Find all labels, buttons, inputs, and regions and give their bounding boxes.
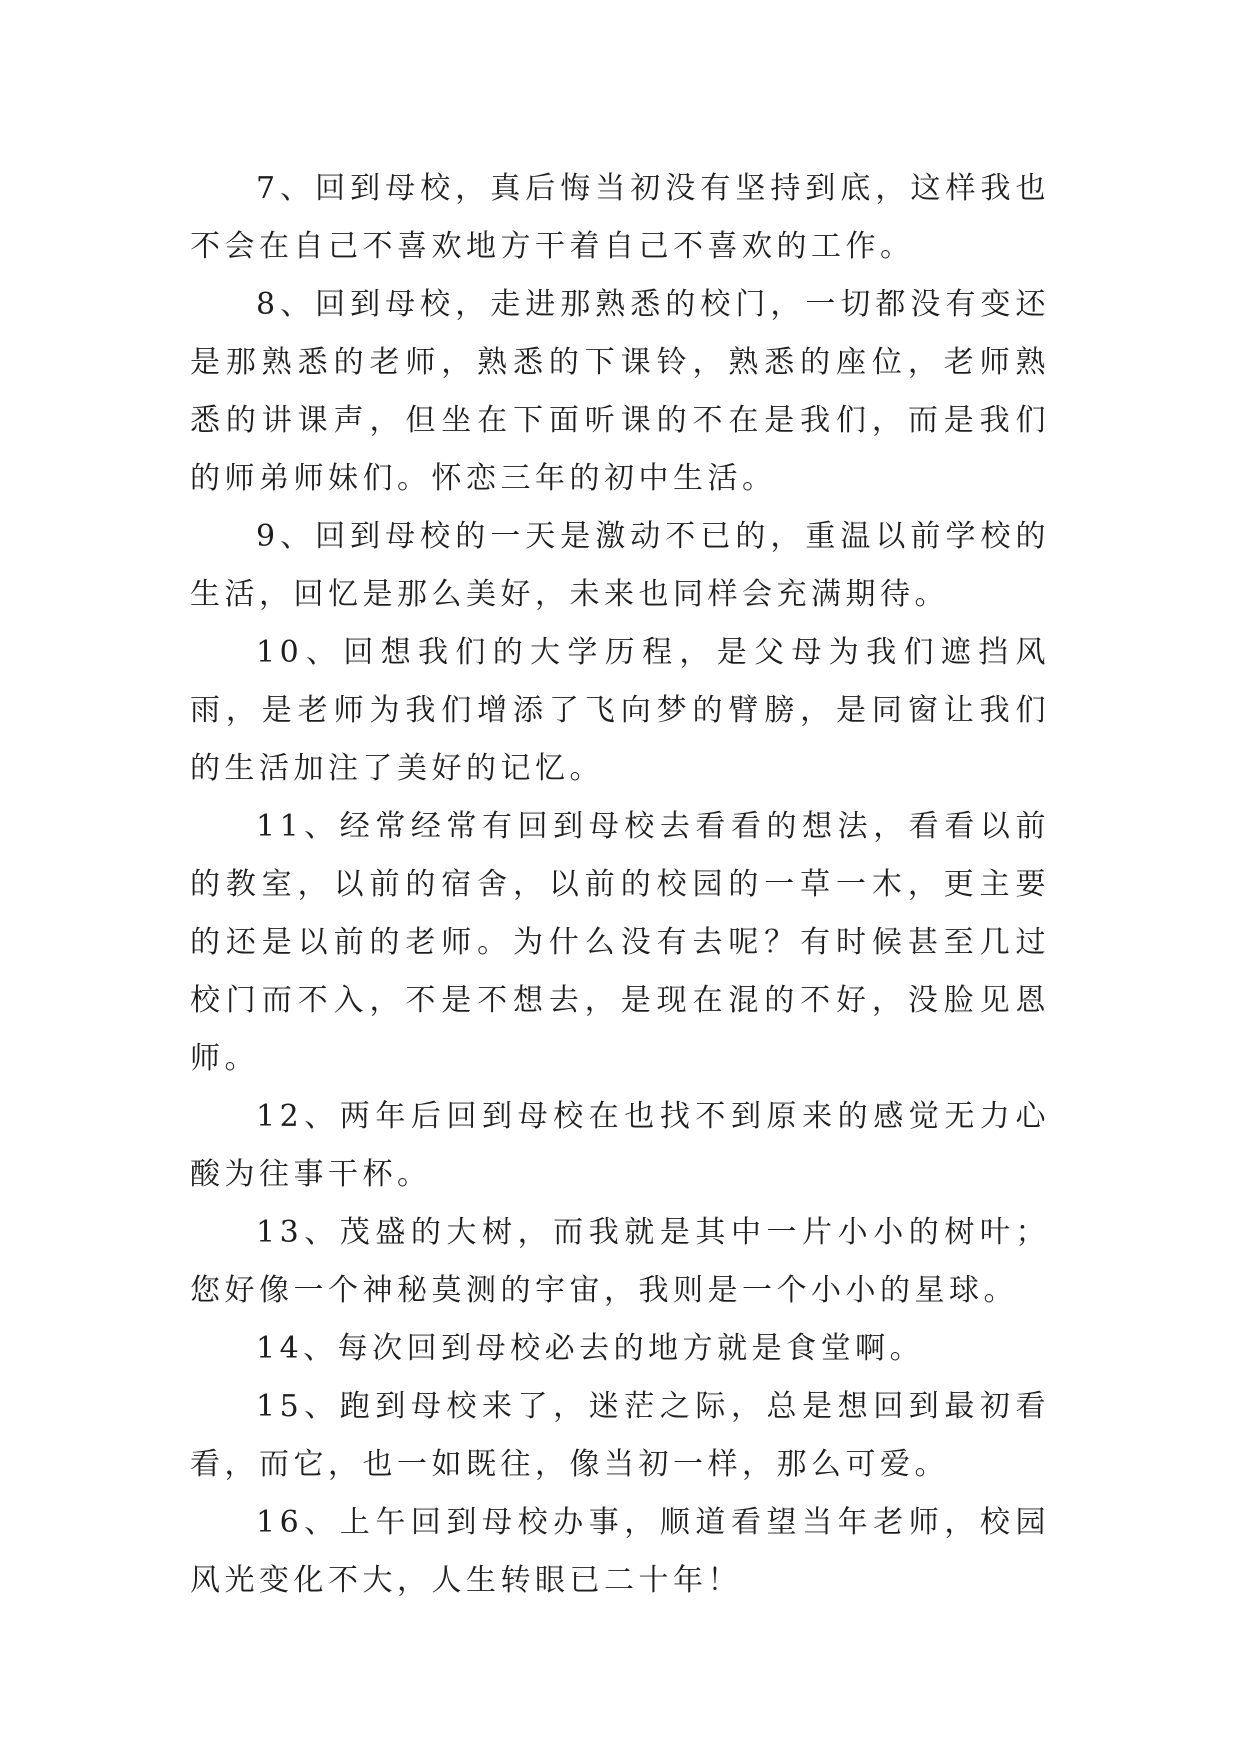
paragraph-10: 10、回想我们的大学历程，是父母为我们遮挡风雨，是老师为我们增添了飞向梦的臂膀，是同窗让我们的生活加注了美好的记忆。: [190, 635, 1050, 786]
paragraph-8: 8、回到母校，走进那熟悉的校门，一切都没有变还是那熟悉的老师，熟悉的下课铃，熟悉的座位，老师熟悉的讲课声，但坐在下面听课的不在是我们，而是我们的师弟师妹们。怀恋三年的初中生活。: [190, 287, 1050, 496]
paragraph-13: 13、茂盛的大树，而我就是其中一片小小的树叶；您好像一个神秘莫测的宇宙，我则是一个小小的星球。: [190, 1215, 1050, 1308]
paragraph-7: 7、回到母校，真后悔当初没有坚持到底，这样我也不会在自己不喜欢地方干着自己不喜欢的工作。: [190, 171, 1050, 264]
paragraph-14: 14、每次回到母校必去的地方就是食堂啊。: [256, 1331, 925, 1366]
paragraph-12: 12、两年后回到母校在也找不到原来的感觉无力心酸为往事干杯。: [190, 1099, 1050, 1192]
document-body: [190, 160, 1050, 1610]
paragraph-11: 11、经常经常有回到母校去看看的想法，看看以前的教室，以前的宿舍，以前的校园的一草一木，更主要的还是以前的老师。为什么没有去呢？有时候甚至几过校门而不入，不是不想去，是现在混的不好，没脸见恩师。: [190, 809, 1050, 1076]
paragraph-15: 15、跑到母校来了，迷茫之际，总是想回到最初看看，而它，也一如既往，像当初一样，那么可爱。: [190, 1389, 1050, 1482]
paragraph-16: 16、上午回到母校办事，顺道看望当年老师，校园风光变化不大，人生转眼已二十年！: [190, 1505, 1050, 1598]
paragraph-9: 9、回到母校的一天是激动不已的，重温以前学校的生活，回忆是那么美好，未来也同样会充满期待。: [190, 519, 1050, 612]
